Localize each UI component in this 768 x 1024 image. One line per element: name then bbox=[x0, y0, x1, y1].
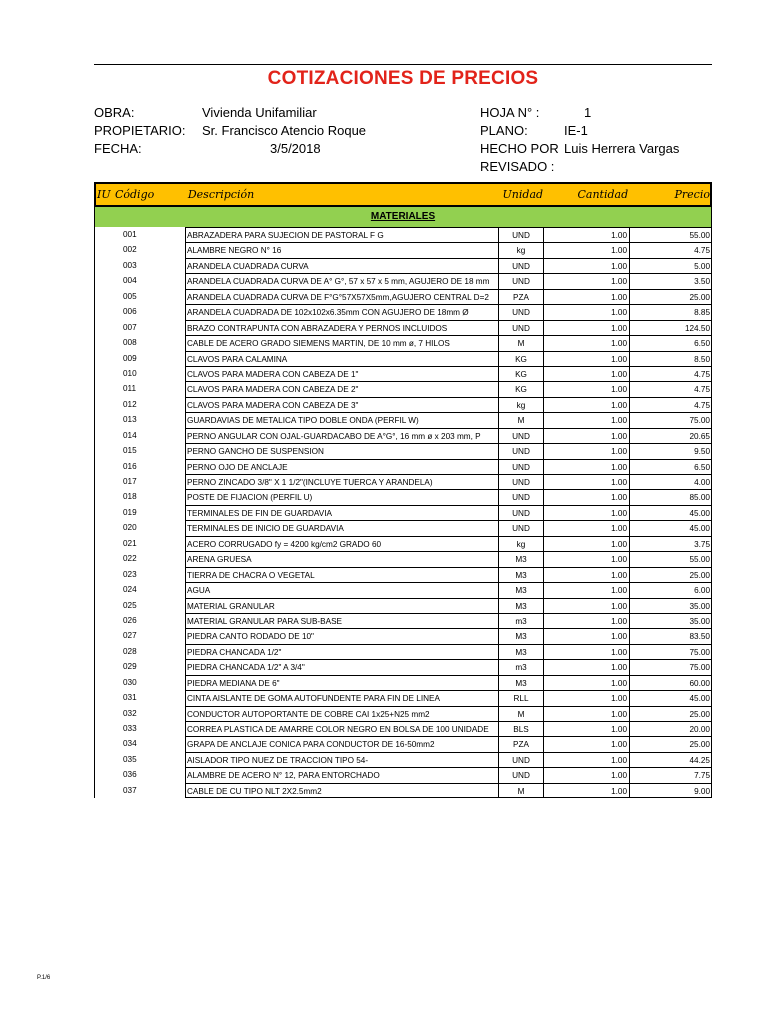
table-row bbox=[95, 675, 712, 690]
cell-quantity: 1.00 bbox=[544, 613, 630, 628]
cell-quantity: 1.00 bbox=[544, 752, 630, 767]
cell-price: 25.00 bbox=[630, 736, 712, 751]
cell-quantity: 1.00 bbox=[544, 351, 630, 366]
hecho-value: Luis Herrera Vargas bbox=[564, 141, 680, 156]
cell-description: CLAVOS PARA MADERA CON CABEZA DE 2" bbox=[185, 381, 499, 396]
cell-price: 85.00 bbox=[630, 489, 712, 504]
top-rule bbox=[94, 64, 712, 65]
cell-description: CONDUCTOR AUTOPORTANTE DE COBRE CAI 1x25+N25 mm2 bbox=[185, 706, 499, 721]
cell-unit: KG bbox=[499, 351, 544, 366]
cell-unit: kg bbox=[499, 536, 544, 551]
col-unidad: Unidad bbox=[502, 188, 544, 201]
cell-price: 20.65 bbox=[630, 428, 712, 443]
cell-price: 7.75 bbox=[630, 767, 712, 782]
col-descripcion: Descripción bbox=[187, 188, 255, 201]
cell-price: 4.00 bbox=[630, 474, 712, 489]
cell-description: PIEDRA CHANCADA 1/2" A 3/4" bbox=[185, 659, 499, 674]
cell-quantity: 1.00 bbox=[544, 767, 630, 782]
cell-price: 6.00 bbox=[630, 582, 712, 597]
cell-price: 60.00 bbox=[630, 675, 712, 690]
cell-price: 25.00 bbox=[630, 706, 712, 721]
col-iu: IU bbox=[97, 188, 111, 201]
cell-quantity: 1.00 bbox=[544, 783, 630, 798]
cell-quantity: 1.00 bbox=[544, 675, 630, 690]
table-row bbox=[95, 659, 712, 674]
cell-price: 4.75 bbox=[630, 242, 712, 257]
cell-unit: M bbox=[499, 706, 544, 721]
cell-quantity: 1.00 bbox=[544, 242, 630, 257]
hoja-label: HOJA N° : bbox=[480, 105, 540, 120]
table-row bbox=[95, 736, 712, 751]
cell-price: 9.00 bbox=[630, 783, 712, 798]
cell-code: 036 bbox=[123, 770, 137, 780]
cell-unit: M3 bbox=[499, 551, 544, 566]
cell-description: PERNO ZINCADO 3/8" X 1 1/2"(INCLUYE TUERCA Y ARANDELA) bbox=[185, 474, 499, 489]
cell-quantity: 1.00 bbox=[544, 443, 630, 458]
table-row bbox=[95, 443, 712, 458]
cell-price: 20.00 bbox=[630, 721, 712, 736]
cell-code: 003 bbox=[123, 260, 137, 270]
table-row bbox=[95, 520, 712, 535]
cell-description: TIERRA DE CHACRA O VEGETAL bbox=[185, 567, 499, 582]
cell-unit: UND bbox=[499, 273, 544, 288]
cell-quantity: 1.00 bbox=[544, 536, 630, 551]
cell-unit: M bbox=[499, 783, 544, 798]
cell-unit: UND bbox=[499, 428, 544, 443]
cell-quantity: 1.00 bbox=[544, 567, 630, 582]
cell-code: 010 bbox=[123, 368, 137, 378]
cell-code: 034 bbox=[123, 739, 137, 749]
col-precio: Precio bbox=[674, 188, 710, 201]
cell-description: CABLE DE ACERO GRADO SIEMENS MARTIN, DE 10 mm ø, 7 HILOS bbox=[185, 335, 499, 350]
table-row bbox=[95, 273, 712, 288]
cell-code: 019 bbox=[123, 507, 137, 517]
cell-price: 8.50 bbox=[630, 351, 712, 366]
fecha-value: 3/5/2018 bbox=[270, 141, 321, 156]
cell-quantity: 1.00 bbox=[544, 598, 630, 613]
table-row bbox=[95, 767, 712, 782]
cell-code: 020 bbox=[123, 523, 137, 533]
cell-description: GRAPA DE ANCLAJE CONICA PARA CONDUCTOR DE 16-50mm2 bbox=[185, 736, 499, 751]
cell-description: ARANDELA CUADRADA CURVA DE F°G°57X57X5mm,AGUJERO CENTRAL D=2 bbox=[185, 289, 499, 304]
cell-quantity: 1.00 bbox=[544, 706, 630, 721]
cell-price: 4.75 bbox=[630, 397, 712, 412]
cell-price: 75.00 bbox=[630, 412, 712, 427]
cell-description: ACERO CORRUGADO fy = 4200 kg/cm2 GRADO 60 bbox=[185, 536, 499, 551]
cell-unit: kg bbox=[499, 397, 544, 412]
cell-code: 017 bbox=[123, 477, 137, 486]
cell-description: ARANDELA CUADRADA CURVA bbox=[185, 258, 499, 273]
cell-description: CLAVOS PARA MADERA CON CABEZA DE 3" bbox=[185, 397, 499, 412]
table-row bbox=[95, 582, 712, 597]
cell-price: 25.00 bbox=[630, 289, 712, 304]
table-row bbox=[95, 567, 712, 582]
cell-unit: UND bbox=[499, 489, 544, 504]
cell-price: 25.00 bbox=[630, 567, 712, 582]
cell-code: 013 bbox=[123, 415, 137, 425]
cell-description: PERNO GANCHO DE SUSPENSION bbox=[185, 443, 499, 458]
cell-unit: UND bbox=[499, 505, 544, 520]
cell-unit: M3 bbox=[499, 675, 544, 690]
cell-description: PIEDRA MEDIANA DE 6" bbox=[185, 675, 499, 690]
cell-price: 75.00 bbox=[630, 659, 712, 674]
cell-code: 002 bbox=[123, 245, 137, 255]
cell-description: GUARDAVIAS DE METALICA TIPO DOBLE ONDA (PERFIL W) bbox=[185, 412, 499, 427]
cell-code: 018 bbox=[123, 492, 137, 502]
fecha-label: FECHA: bbox=[94, 141, 142, 156]
cell-unit: UND bbox=[499, 474, 544, 489]
cell-code: 033 bbox=[123, 724, 137, 733]
cell-code: 015 bbox=[123, 446, 137, 456]
table-row bbox=[95, 351, 712, 366]
cell-price: 8.85 bbox=[630, 304, 712, 319]
cell-description: POSTE DE FIJACION (PERFIL U) bbox=[185, 489, 499, 504]
cell-unit: m3 bbox=[499, 613, 544, 628]
table-row bbox=[95, 628, 712, 643]
cell-unit: PZA bbox=[499, 289, 544, 304]
table-header bbox=[94, 182, 712, 207]
cell-description: BRAZO CONTRAPUNTA CON ABRAZADERA Y PERNOS INCLUIDOS bbox=[185, 320, 499, 335]
table-row bbox=[95, 783, 712, 798]
cell-description: PERNO OJO DE ANCLAJE bbox=[185, 459, 499, 474]
cell-unit: M3 bbox=[499, 628, 544, 643]
cell-code: 026 bbox=[123, 615, 137, 625]
table-row bbox=[95, 335, 712, 350]
cell-code: 035 bbox=[123, 754, 137, 764]
hecho-label: HECHO POR bbox=[480, 141, 559, 156]
cell-description: CLAVOS PARA MADERA CON CABEZA DE 1" bbox=[185, 366, 499, 381]
cell-description: ALAMBRE NEGRO N° 16 bbox=[185, 242, 499, 257]
table-row bbox=[95, 258, 712, 273]
table-row bbox=[95, 474, 712, 489]
cell-price: 6.50 bbox=[630, 459, 712, 474]
cell-price: 9.50 bbox=[630, 443, 712, 458]
cell-price: 3.75 bbox=[630, 536, 712, 551]
cell-price: 6.50 bbox=[630, 335, 712, 350]
cell-quantity: 1.00 bbox=[544, 505, 630, 520]
table-row bbox=[95, 644, 712, 659]
cell-unit: M bbox=[499, 412, 544, 427]
cell-unit: RLL bbox=[499, 690, 544, 705]
cell-quantity: 1.00 bbox=[544, 304, 630, 319]
cell-quantity: 1.00 bbox=[544, 690, 630, 705]
cell-quantity: 1.00 bbox=[544, 366, 630, 381]
revisado-label: REVISADO : bbox=[480, 159, 555, 174]
cell-quantity: 1.00 bbox=[544, 520, 630, 535]
cell-code: 021 bbox=[123, 538, 137, 548]
cell-code: 016 bbox=[123, 461, 137, 471]
cell-price: 35.00 bbox=[630, 613, 712, 628]
cell-description: MATERIAL GRANULAR bbox=[185, 598, 499, 613]
cell-code: 001 bbox=[123, 230, 137, 239]
cell-description: CINTA AISLANTE DE GOMA AUTOFUNDENTE PARA FIN DE LINEA bbox=[185, 690, 499, 705]
cell-unit: UND bbox=[499, 443, 544, 458]
cell-quantity: 1.00 bbox=[544, 273, 630, 288]
cell-unit: M3 bbox=[499, 567, 544, 582]
cell-code: 032 bbox=[123, 708, 137, 718]
table-row bbox=[95, 242, 712, 257]
cell-description: ARANDELA CUADRADA DE 102x102x6.35mm CON AGUJERO DE 18mm Ø bbox=[185, 304, 499, 319]
propietario-label: PROPIETARIO: bbox=[94, 123, 186, 138]
cell-unit: UND bbox=[499, 752, 544, 767]
cell-code: 009 bbox=[123, 353, 137, 363]
section-header bbox=[94, 207, 712, 227]
cell-unit: PZA bbox=[499, 736, 544, 751]
cell-description: TERMINALES DE FIN DE GUARDAVIA bbox=[185, 505, 499, 520]
table-row bbox=[95, 412, 712, 427]
cell-quantity: 1.00 bbox=[544, 412, 630, 427]
cell-code: 006 bbox=[123, 307, 137, 317]
cell-unit: UND bbox=[499, 227, 544, 242]
cell-description: ABRAZADERA PARA SUJECION DE PASTORAL F G bbox=[185, 227, 499, 242]
cell-code: 004 bbox=[123, 276, 137, 286]
cell-unit: KG bbox=[499, 366, 544, 381]
table-body bbox=[94, 227, 712, 798]
cell-description: ALAMBRE DE ACERO N° 12, PARA ENTORCHADO bbox=[185, 767, 499, 782]
cell-code: 022 bbox=[123, 554, 137, 564]
cell-code: 027 bbox=[123, 631, 137, 641]
table-row bbox=[95, 536, 712, 551]
col-cantidad: Cantidad bbox=[577, 188, 629, 201]
cell-quantity: 1.00 bbox=[544, 227, 630, 242]
cell-price: 44.25 bbox=[630, 752, 712, 767]
cell-price: 83.50 bbox=[630, 628, 712, 643]
cell-code: 011 bbox=[123, 384, 137, 394]
cell-unit: m3 bbox=[499, 659, 544, 674]
table-row bbox=[95, 489, 712, 504]
cell-price: 35.00 bbox=[630, 598, 712, 613]
cell-price: 124.50 bbox=[630, 320, 712, 335]
cell-description: TERMINALES DE INICIO DE GUARDAVIA bbox=[185, 520, 499, 535]
cell-unit: kg bbox=[499, 242, 544, 257]
price-table bbox=[94, 182, 712, 798]
table-row bbox=[95, 505, 712, 520]
cell-quantity: 1.00 bbox=[544, 320, 630, 335]
cell-description: PIEDRA CANTO RODADO DE 10" bbox=[185, 628, 499, 643]
cell-code: 030 bbox=[123, 677, 137, 687]
cell-description: ARENA GRUESA bbox=[185, 551, 499, 566]
cell-code: 005 bbox=[123, 291, 137, 301]
plano-value: IE-1 bbox=[564, 123, 588, 138]
cell-code: 025 bbox=[123, 600, 137, 610]
cell-code: 014 bbox=[123, 430, 137, 440]
cell-quantity: 1.00 bbox=[544, 474, 630, 489]
cell-code: 007 bbox=[123, 322, 137, 332]
cell-code: 037 bbox=[123, 785, 137, 795]
cell-quantity: 1.00 bbox=[544, 258, 630, 273]
cell-code: 012 bbox=[123, 399, 137, 409]
table-row bbox=[95, 459, 712, 474]
cell-quantity: 1.00 bbox=[544, 489, 630, 504]
cell-quantity: 1.00 bbox=[544, 335, 630, 350]
table-row bbox=[95, 598, 712, 613]
cell-unit: KG bbox=[499, 381, 544, 396]
cell-description: CLAVOS PARA CALAMINA bbox=[185, 351, 499, 366]
table-row bbox=[95, 706, 712, 721]
cell-unit: UND bbox=[499, 767, 544, 782]
cell-description: AISLADOR TIPO NUEZ DE TRACCION TIPO 54- bbox=[185, 752, 499, 767]
cell-unit: M bbox=[499, 335, 544, 350]
cell-unit: M3 bbox=[499, 644, 544, 659]
table-row bbox=[95, 397, 712, 412]
table-row bbox=[95, 381, 712, 396]
cell-price: 75.00 bbox=[630, 644, 712, 659]
cell-quantity: 1.00 bbox=[544, 736, 630, 751]
cell-unit: UND bbox=[499, 304, 544, 319]
page-number: P.1/6 bbox=[37, 975, 51, 981]
cell-code: 031 bbox=[123, 693, 137, 703]
hoja-value: 1 bbox=[584, 105, 592, 120]
cell-description: CABLE DE CU TIPO NLT 2X2.5mm2 bbox=[185, 783, 499, 798]
cell-price: 5.00 bbox=[630, 258, 712, 273]
cell-unit: UND bbox=[499, 459, 544, 474]
table-row bbox=[95, 304, 712, 319]
cell-price: 55.00 bbox=[630, 227, 712, 242]
cell-unit: M3 bbox=[499, 582, 544, 597]
cell-quantity: 1.00 bbox=[544, 659, 630, 674]
table-row bbox=[95, 289, 712, 304]
cell-price: 45.00 bbox=[630, 690, 712, 705]
obra-value: Vivienda Unifamiliar bbox=[202, 105, 317, 120]
col-codigo: Código bbox=[114, 188, 155, 201]
cell-price: 4.75 bbox=[630, 381, 712, 396]
cell-description: PERNO ANGULAR CON OJAL-GUARDACABO DE A°G°, 16 mm ø x 203 mm, P bbox=[185, 428, 499, 443]
cell-quantity: 1.00 bbox=[544, 644, 630, 659]
cell-unit: BLS bbox=[499, 721, 544, 736]
plano-label: PLANO: bbox=[480, 123, 528, 138]
cell-description: MATERIAL GRANULAR PARA SUB-BASE bbox=[185, 613, 499, 628]
cell-quantity: 1.00 bbox=[544, 628, 630, 643]
cell-quantity: 1.00 bbox=[544, 397, 630, 412]
cell-quantity: 1.00 bbox=[544, 428, 630, 443]
cell-price: 55.00 bbox=[630, 551, 712, 566]
table-row bbox=[95, 366, 712, 381]
cell-price: 45.00 bbox=[630, 505, 712, 520]
cell-quantity: 1.00 bbox=[544, 459, 630, 474]
section-title: MATERIALES bbox=[370, 211, 436, 222]
propietario-value: Sr. Francisco Atencio Roque bbox=[202, 123, 367, 138]
cell-quantity: 1.00 bbox=[544, 582, 630, 597]
cell-price: 3.50 bbox=[630, 273, 712, 288]
cell-code: 024 bbox=[123, 585, 137, 595]
cell-description: CORREA PLASTICA DE AMARRE COLOR NEGRO EN BOLSA DE 100 UNIDADE bbox=[185, 721, 499, 736]
cell-quantity: 1.00 bbox=[544, 721, 630, 736]
cell-description: ARANDELA CUADRADA CURVA DE A° G°, 57 x 57 x 5 mm, AGUJERO DE 18 mm bbox=[185, 273, 499, 288]
cell-code: 028 bbox=[123, 646, 137, 656]
table-row bbox=[95, 551, 712, 566]
cell-price: 45.00 bbox=[630, 520, 712, 535]
table-row bbox=[95, 613, 712, 628]
cell-price: 4.75 bbox=[630, 366, 712, 381]
cell-description: AGUA bbox=[185, 582, 499, 597]
cell-code: 023 bbox=[123, 569, 137, 579]
cell-code: 029 bbox=[123, 662, 137, 672]
cell-unit: M3 bbox=[499, 598, 544, 613]
table-row bbox=[95, 690, 712, 705]
cell-quantity: 1.00 bbox=[544, 289, 630, 304]
table-row bbox=[95, 428, 712, 443]
page-title: COTIZACIONES DE PRECIOS bbox=[267, 68, 539, 89]
cell-unit: UND bbox=[499, 320, 544, 335]
table-row bbox=[95, 721, 712, 736]
obra-label: OBRA: bbox=[94, 105, 135, 120]
cell-code: 008 bbox=[123, 338, 137, 348]
table-row bbox=[95, 227, 712, 242]
cell-unit: UND bbox=[499, 520, 544, 535]
cell-description: PIEDRA CHANCADA 1/2" bbox=[185, 644, 499, 659]
cell-unit: UND bbox=[499, 258, 544, 273]
table-row bbox=[95, 752, 712, 767]
cell-quantity: 1.00 bbox=[544, 551, 630, 566]
table-row bbox=[95, 320, 712, 335]
cell-quantity: 1.00 bbox=[544, 381, 630, 396]
